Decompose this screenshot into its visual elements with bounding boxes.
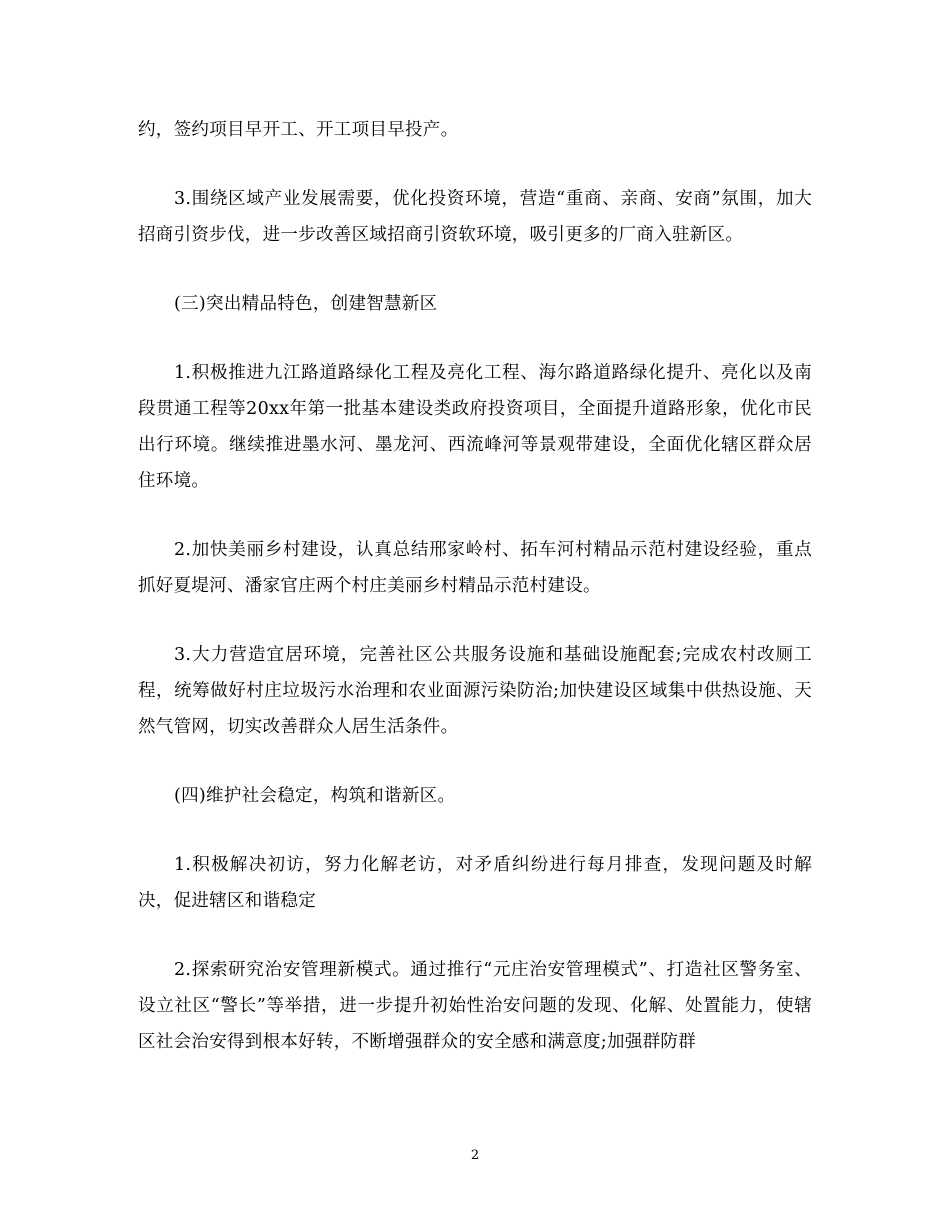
paragraph-petitions: 1.积极解决初访，努力化解老访，对矛盾纠纷进行每月排查，发现问题及时解决，促进辖区和谐稳定 [138,855,812,911]
paragraph-beautiful-village: 2.加快美丽乡村建设，认真总结邢家岭村、拓车河村精品示范村建设经验，重点抓好夏堤河、潘家官庄两个村庄美丽乡村精品示范村建设。 [138,540,812,596]
document-body [138,112,812,1093]
page-number: 2 [470,1148,480,1163]
paragraph-continuation: 约，签约项目早开工、开工项目早投产。 [138,120,459,140]
paragraph-road-greening: 1.积极推进九江路道路绿化工程及亮化工程、海尔路道路绿化提升、亮化以及南段贯通工程等20xx年第一批基本建设类政府投资项目，全面提升道路形象，优化市民出行环境。继续推进墨水河、墨龙河、西流峰河等景观带建设，全面优化辖区群众居住环境。 [138,363,812,491]
section-heading-three: (三)突出精品特色，创建智慧新区 [174,294,438,314]
paragraph-investment-environment: 3.围绕区域产业发展需要，优化投资环境，营造“重商、亲商、安商”氛围，加大招商引资步伐，进一步改善区域招商引资软环境，吸引更多的厂商入驻新区。 [138,189,812,245]
section-heading-four: (四)维护社会稳定，构筑和谐新区。 [174,786,456,806]
paragraph-public-security: 2.探索研究治安管理新模式。通过推行“元庄治安管理模式”、打造社区警务室、设立社区“警长”等举措，进一步提升初始性治安问题的发现、化解、处置能力，使辖区社会治安得到根本好转，不断增强群众的安全感和满意度;加强群防群 [138,960,812,1052]
paragraph-livable-environment: 3.大力营造宜居环境，完善社区公共服务设施和基础设施配套;完成农村改厕工程，统筹做好村庄垃圾污水治理和农业面源污染防治;加快建设区域集中供热设施、天然气管网，切实改善群众人居生活条件。 [138,645,812,737]
